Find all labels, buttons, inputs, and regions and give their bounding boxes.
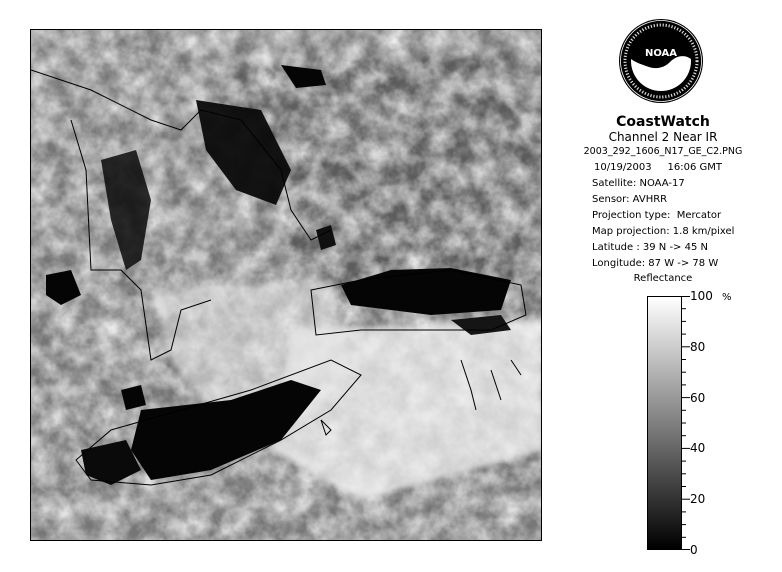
colorbar-label: 100 (690, 289, 713, 303)
colorbar-label: 40 (690, 441, 706, 456)
colorbar-label: 20 (690, 492, 706, 507)
sensor-label: Sensor: AVHRR (592, 194, 668, 205)
colorbar-label: 0 (690, 543, 698, 557)
noaa-logo (618, 18, 704, 104)
image-filename: 2003_292_1606_N17_GE_C2.PNG (583, 146, 743, 157)
image-datetime: 10/19/2003 16:06 GMT (594, 162, 723, 173)
colorbar-label: 60 (690, 390, 706, 405)
app-title: CoastWatch (616, 114, 710, 130)
projection-label: Projection type: Mercator (592, 210, 722, 221)
colorbar-label: 80 (690, 339, 706, 354)
longitude-label: Longitude: 87 W -> 78 W (592, 258, 719, 269)
noaa-logo-text: NOAA (644, 48, 678, 59)
colorbar-unit: % (722, 292, 732, 303)
latitude-label: Latitude : 39 N -> 45 N (592, 242, 708, 253)
satellite-label: Satellite: NOAA-17 (592, 178, 685, 189)
reflectance-colorbar (647, 296, 682, 550)
satellite-image (30, 29, 542, 541)
channel-subtitle: Channel 2 Near IR (608, 130, 718, 144)
map-projection-label: Map projection: 1.8 km/pixel (592, 226, 735, 237)
colorbar-title: Reflectance (633, 273, 693, 284)
colorbar-ticks (682, 296, 690, 550)
